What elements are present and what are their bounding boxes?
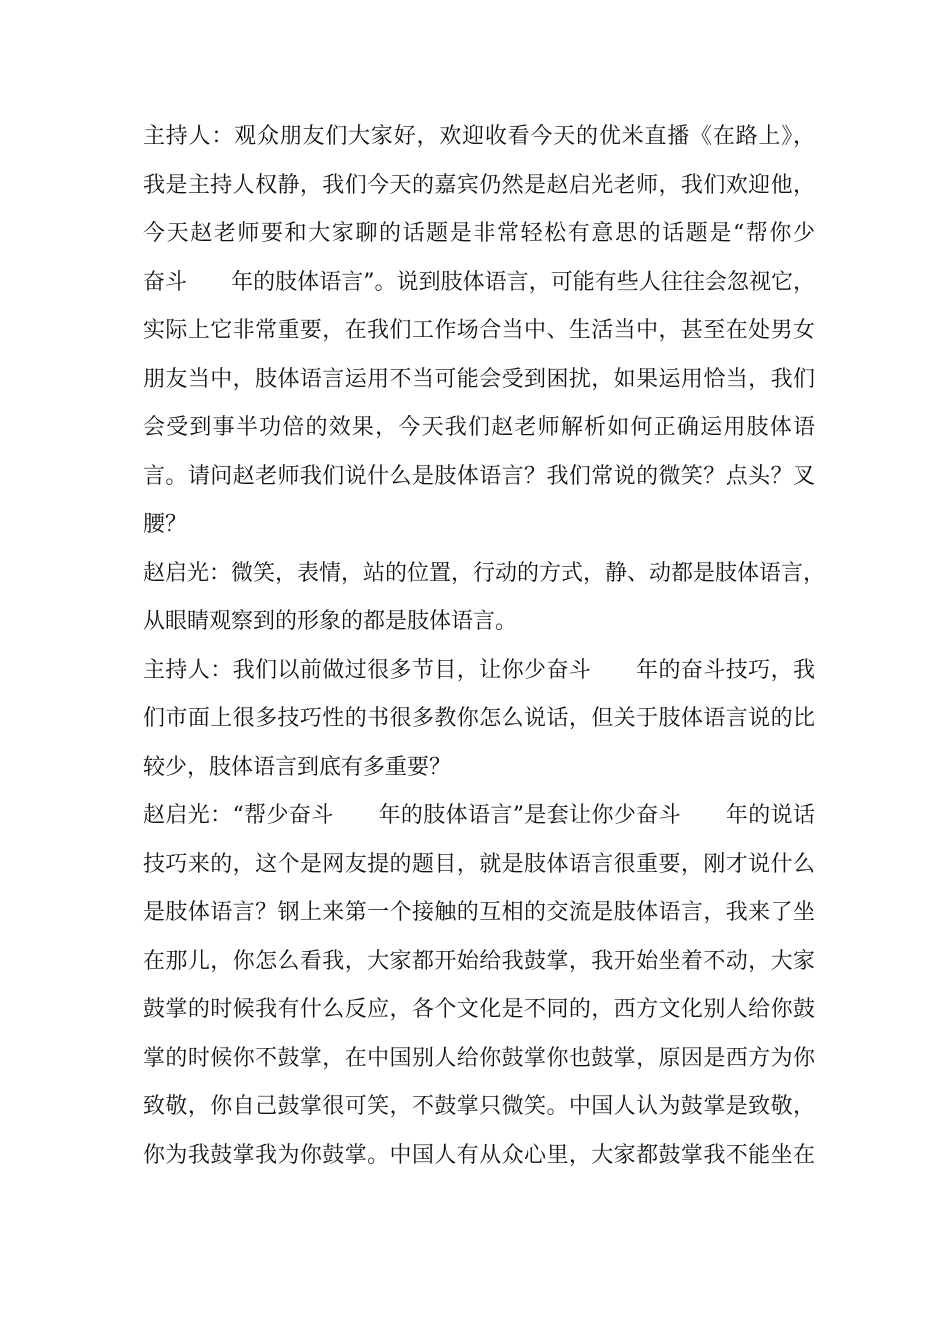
text-line: 掌的时候你不鼓掌，在中国别人给你鼓掌你也鼓掌，原因是西方为你 [143,1045,815,1071]
text-line: 致敬，你自己鼓掌很可笑，不鼓掌只微笑。中国人认为鼓掌是致敬， [143,1094,815,1119]
text-line: 从眼睛观察到的形象的都是肢体语言。 [143,609,518,634]
text-line: 言。请问赵老师我们说什么是肢体语言？我们常说的微笑？点头？叉 [143,463,815,489]
text-line: 赵启光：“帮少奋斗 年的肢体语言”是套让你少奋斗 年的说话 [143,803,815,828]
text-line: 奋斗 年的肢体语言”。说到肢体语言，可能有些人往往会忽视它， [143,269,815,295]
text-line: 我是主持人权静，我们今天的嘉宾仍然是赵启光老师，我们欢迎他， [143,172,815,198]
text-line: 是肢体语言？钢上来第一个接触的互相的交流是肢体语言，我来了坐 [143,900,815,925]
text-line: 你为我鼓掌我为你鼓掌。中国人有从众心里，大家都鼓掌我不能坐在 [143,1142,815,1168]
text-line: 们市面上很多技巧性的书很多教你怎么说话，但关于肢体语言说的比 [143,706,815,731]
text-line: 主持人：观众朋友们大家好，欢迎收看今天的优米直播《在路上》， [143,124,815,149]
text-line: 在那儿，你怎么看我，大家都开始给我鼓掌，我开始坐着不动，大家 [143,948,815,974]
text-line: 主持人：我们以前做过很多节目，让你少奋斗 年的奋斗技巧，我 [143,657,815,683]
text-line: 腰？ [143,512,188,537]
transcript-body [143,113,826,1180]
text-line: 较少，肢体语言到底有多重要？ [143,754,452,780]
text-line: 赵启光：微笑，表情，站的位置，行动的方式，静、动都是肢体语言， [143,560,826,586]
text-line: 鼓掌的时候我有什么反应，各个文化是不同的，西方文化别人给你鼓 [143,997,815,1022]
text-line: 今天赵老师要和大家聊的话题是非常轻松有意思的话题是“帮你少 [143,221,815,246]
text-line: 朋友当中，肢体语言运用不当可能会受到困扰，如果运用恰当，我们 [143,366,815,392]
text-line: 会受到事半功倍的效果，今天我们赵老师解析如何正确运用肢体语 [143,415,815,440]
text-line: 技巧来的，这个是网友提的题目，就是肢体语言很重要，刚才说什么 [143,851,815,877]
text-line: 实际上它非常重要，在我们工作场合当中、生活当中，甚至在处男女 [143,318,815,343]
